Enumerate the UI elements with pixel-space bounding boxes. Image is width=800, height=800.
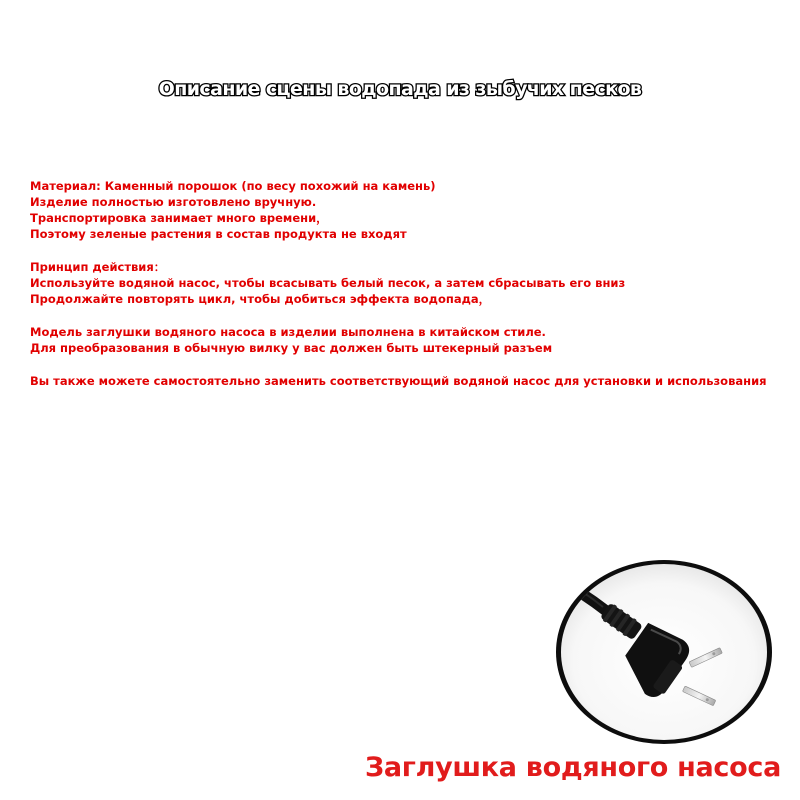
text-line: Поэтому зеленые растения в состав продукта не входят	[30, 227, 407, 241]
text-line: Для преобразования в обычную вилку у вас должен быть штекерный разъем	[30, 341, 553, 355]
plug-caption: Заглушка водяного насоса	[365, 752, 781, 783]
material-paragraph	[30, 178, 790, 242]
text-line: Изделие полностью изготовлено вручную.	[30, 195, 317, 209]
text-line: Используйте водяной насос, чтобы всасывать белый песок, а затем сбрасывать его вниз	[30, 276, 626, 290]
text-line: Принцип действия：	[30, 260, 166, 274]
principle-paragraph	[30, 259, 790, 307]
text-line: Вы также можете самостоятельно заменить соответствующий водяной насос для установки и использования	[30, 374, 767, 388]
plug-photo	[553, 558, 775, 746]
plug-model-paragraph	[30, 324, 790, 356]
text-line: Транспортировка занимает много времени，	[30, 211, 328, 225]
description-text	[30, 178, 790, 406]
page-title: Описание сцены водопада из зыбучих песков	[158, 78, 642, 100]
text-line: Модель заглушки водяного насоса в изделии выполнена в китайском стиле.	[30, 325, 546, 339]
replacement-paragraph	[30, 373, 790, 389]
text-line: Материал: Каменный порошок (по весу похожий на камень)	[30, 179, 436, 193]
text-line: Продолжайте повторять цикл, чтобы добиться эффекта водопада，	[30, 292, 491, 306]
